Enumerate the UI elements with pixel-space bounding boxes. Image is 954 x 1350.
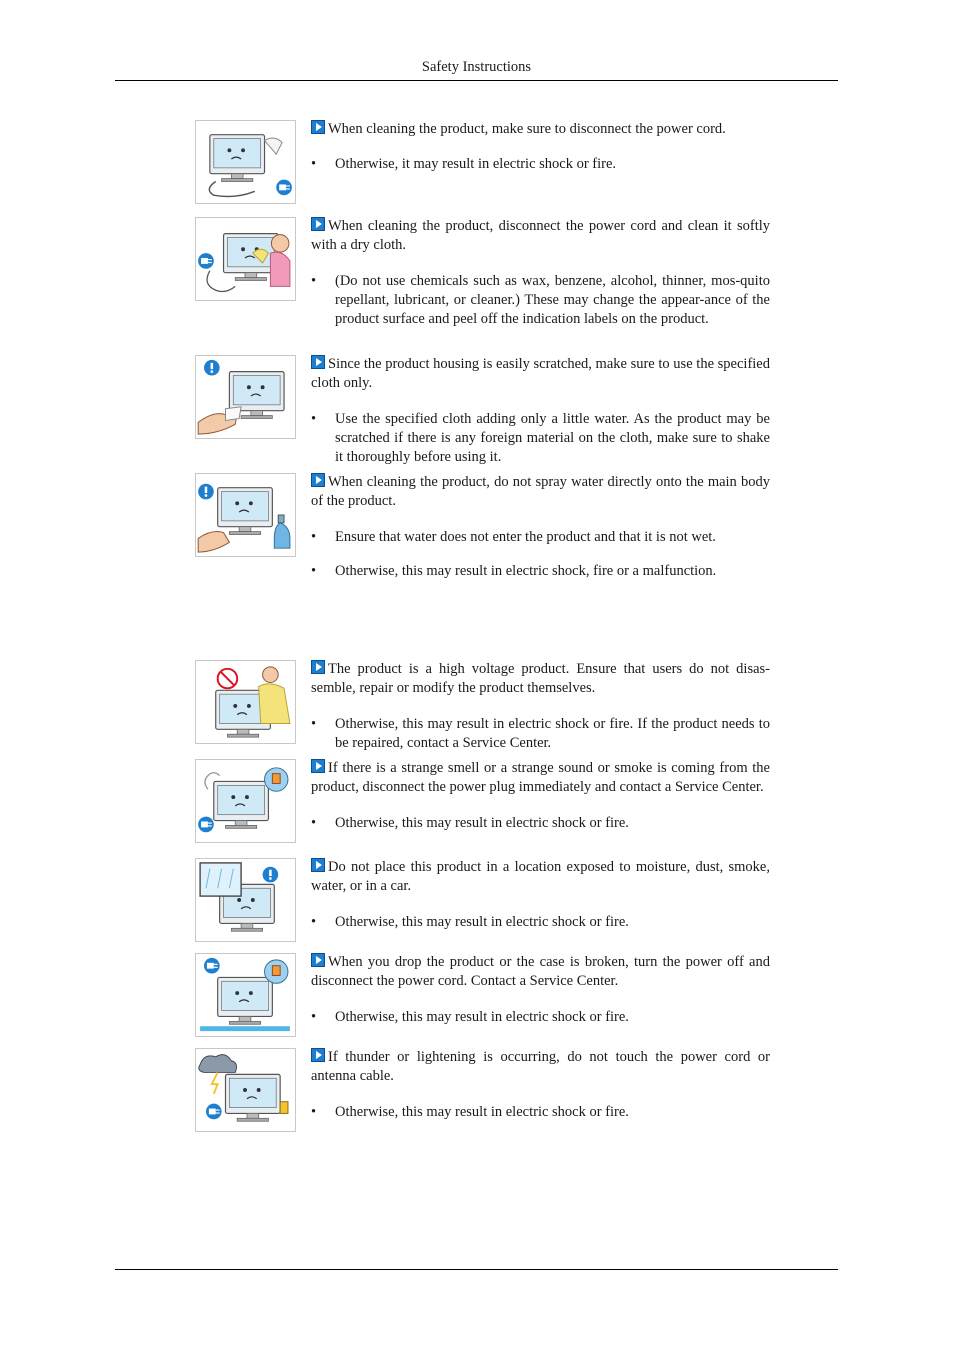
instruction-lead: If there is a strange smell or a strange sound or smoke is coming from the product, disconnect the power plug immediately and contact a Service Center. [311, 760, 770, 796]
bullet-marker-icon [311, 217, 325, 231]
list-item: • (Do not use chemicals such as wax, benzene, alcohol, thinner, mos-quito repellant, lubricant, or cleaner.) These may change the appear-ance of the product surface and peel off the indication labels on the product. [311, 272, 770, 330]
monitor-smoke-illustration [195, 759, 296, 843]
monitor-thunder-illustration [195, 1048, 296, 1132]
page-header: Safety Instructions [421, 59, 532, 75]
list-item: • Otherwise, this may result in electric shock, fire or a malfunction. [311, 562, 770, 581]
list-item: • Otherwise, this may result in electric shock or fire. [311, 1103, 770, 1122]
bullet-marker-icon [311, 473, 325, 487]
bullet-marker-icon [311, 120, 325, 134]
monitor-cleaning-unplug-illustration [195, 120, 296, 204]
bullet-marker-icon [311, 953, 325, 967]
bullet-marker-icon [311, 355, 325, 369]
list-item: • Otherwise, this may result in electric shock or fire. [311, 913, 770, 932]
bullet-marker-icon [311, 759, 325, 773]
list-item: • Use the specified cloth adding only a little water. As the product may be scratched if there is any foreign material on the cloth, make sure to shake it thoroughly before using it. [311, 410, 770, 468]
list-item: • Otherwise, it may result in electric shock or fire. [311, 155, 770, 174]
instruction-lead: When you drop the product or the case is broken, turn the power off and disconnect the power cord. Contact a Service Center. [311, 954, 770, 990]
monitor-spray-water-illustration [195, 473, 296, 557]
instruction-lead: If thunder or lightening is occurring, do not touch the power cord or antenna cable. [311, 1049, 770, 1085]
instruction-lead: Do not place this product in a location exposed to moisture, dust, smoke, water, or in a car. [311, 859, 770, 895]
bullet-marker-icon [311, 660, 325, 674]
monitor-dropped-illustration [195, 953, 296, 1037]
instruction-lead: When cleaning the product, do not spray water directly onto the main body of the product. [311, 474, 770, 510]
monitor-disassemble-prohibited-illustration [195, 660, 296, 744]
list-item: • Otherwise, this may result in electric shock or fire. [311, 814, 770, 833]
monitor-dry-cloth-illustration [195, 217, 296, 301]
list-item: • Ensure that water does not enter the product and that it is not wet. [311, 528, 770, 547]
bullet-marker-icon [311, 858, 325, 872]
footer-rule [115, 1269, 838, 1270]
instruction-lead: When cleaning the product, disconnect the power cord and clean it softly with a dry cloth. [311, 218, 770, 254]
header-rule [115, 80, 838, 81]
list-item: • Otherwise, this may result in electric shock or fire. [311, 1008, 770, 1027]
instruction-lead: Since the product housing is easily scratched, make sure to use the specified cloth only. [311, 356, 770, 392]
monitor-moisture-illustration [195, 858, 296, 942]
instruction-lead: When cleaning the product, make sure to disconnect the power cord. [328, 121, 726, 137]
instruction-lead: The product is a high voltage product. Ensure that users do not disas-semble, repair or modify the product themselves. [311, 661, 770, 697]
bullet-marker-icon [311, 1048, 325, 1062]
monitor-specified-cloth-illustration [195, 355, 296, 439]
list-item: • Otherwise, this may result in electric shock or fire. If the product needs to be repaired, contact a Service Center. [311, 715, 770, 754]
